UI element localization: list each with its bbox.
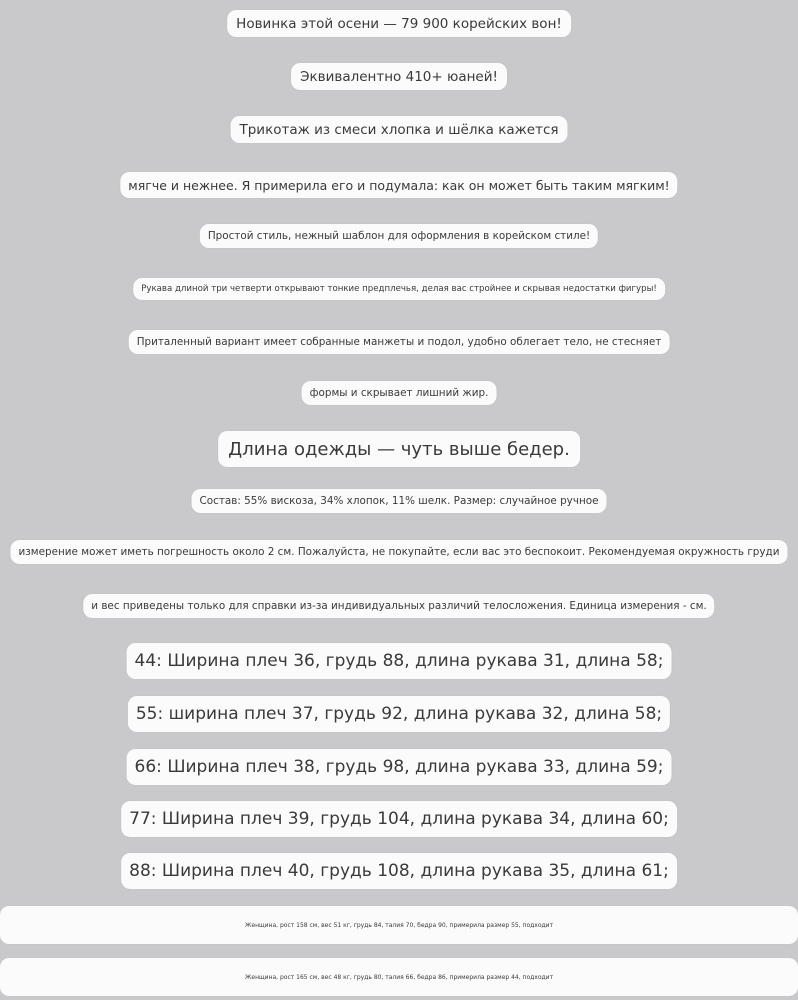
- caption-line-length: Длина одежды — чуть выше бедер.: [218, 431, 580, 467]
- fit-example-2: Женщина, рост 165 см, вес 48 кг, грудь 80, талия 66, бедра 86, примерила размер 44, подходит: [0, 958, 798, 996]
- caption-line-reference: и вес приведены только для справки из-за индивидуальных различий телосложения. Единица измерения - см.: [83, 594, 714, 618]
- caption-line-new-autumn: Новинка этой осени — 79 900 корейских вон!: [227, 10, 571, 37]
- fit-example-1: Женщина, рост 158 см, вес 51 кг, грудь 84, талия 70, бедра 90, примерила размер 55, подходит: [0, 906, 798, 944]
- caption-line-fitted: Приталенный вариант имеет собранные манжеты и подол, удобно облегает тело, не стесняет: [129, 330, 670, 354]
- size-row-66: 66: Ширина плеч 38, грудь 98, длина рукава 33, длина 59;: [127, 749, 672, 785]
- caption-line-softer: мягче и нежнее. Я примерила его и подумала: как он может быть таким мягким!: [120, 172, 677, 198]
- size-row-55: 55: ширина плеч 37, грудь 92, длина рукава 32, длина 58;: [128, 696, 670, 732]
- caption-line-shape: формы и скрывает лишний жир.: [302, 381, 497, 405]
- size-row-77: 77: Ширина плеч 39, грудь 104, длина рукава 34, длина 60;: [121, 801, 677, 837]
- caption-line-measurement: измерение может иметь погрешность около 2 см. Пожалуйста, не покупайте, если вас это беспокоит. Рекомендуемая окружность груди: [11, 540, 788, 564]
- size-row-88: 88: Ширина плеч 40, грудь 108, длина рукава 35, длина 61;: [121, 853, 677, 889]
- caption-line-composition: Состав: 55% вискоза, 34% хлопок, 11% шелк. Размер: случайное ручное: [191, 489, 606, 513]
- caption-line-equivalent: Эквивалентно 410+ юаней!: [291, 63, 507, 90]
- caption-line-style: Простой стиль, нежный шаблон для оформления в корейском стиле!: [200, 224, 598, 248]
- caption-line-sleeves: Рукава длиной три четверти открывают тонкие предплечья, делая вас стройнее и скрывая недостатки фигуры!: [133, 278, 665, 300]
- caption-line-knit: Трикотаж из смеси хлопка и шёлка кажется: [230, 116, 567, 143]
- size-row-44: 44: Ширина плеч 36, грудь 88, длина рукава 31, длина 58;: [127, 643, 672, 679]
